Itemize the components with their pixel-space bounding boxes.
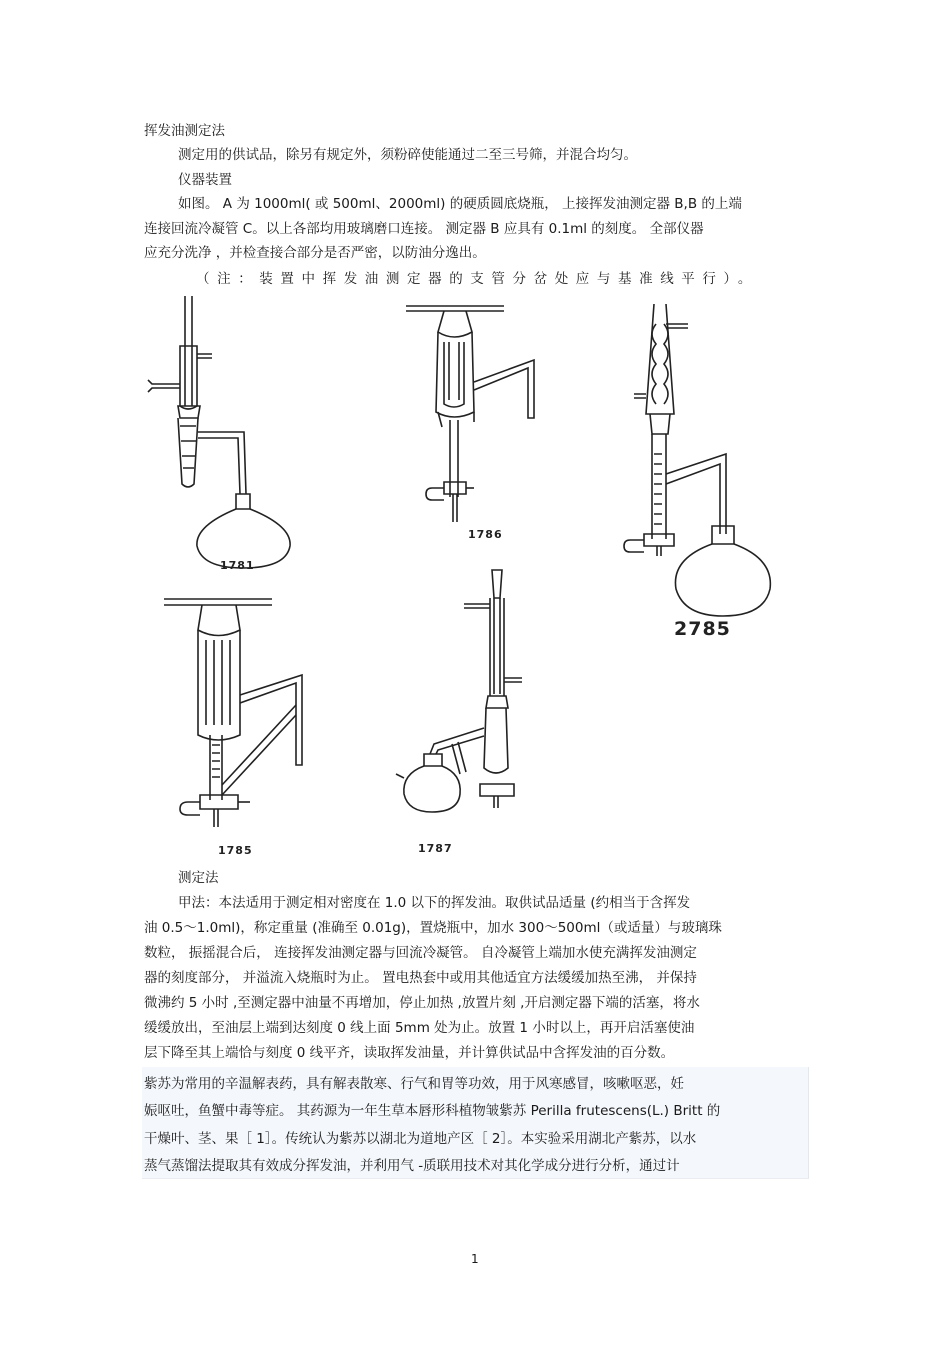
- apparatus-1786-drawing: [404, 302, 544, 532]
- figure-1787: [396, 568, 526, 855]
- figure-label-1786: 1786: [468, 528, 503, 541]
- apparatus-heading: 仪器装置: [178, 172, 232, 188]
- note-line: （注：装置中挥发油测定器的支管分岔处应与基准线平行）。: [196, 271, 759, 287]
- apparatus-2785-drawing: [616, 294, 791, 624]
- figure-2785: [616, 294, 791, 640]
- figure-label-1787: 1787: [418, 842, 453, 855]
- method-line-3: 数粒， 振摇混合后， 连接挥发油测定器与回流冷凝管。 自冷凝管上端加水使充满挥发油测定: [144, 945, 697, 961]
- method-line-1: 甲法：本法适用于测定相对密度在 1.0 以下的挥发油。取供试品适量 (约相当于含挥发: [178, 895, 691, 911]
- figure-label-1781: 1781: [220, 559, 255, 572]
- apparatus-1781-drawing: [140, 296, 270, 571]
- method-line-5: 微沸约 5 小时 ,至测定器中油量不再增加，停止加热 ,放置片刻 ,开启测定器下端的活塞，将水: [144, 995, 700, 1011]
- figure-1785: [160, 595, 310, 857]
- method-line-7: 层下降至其上端恰与刻度 0 线平齐，读取挥发油量，并计算供试品中含挥发油的百分数。: [144, 1045, 675, 1061]
- intro-paragraph: 测定用的供试品，除另有规定外，须粉碎使能通过二至三号筛，并混合均匀。: [178, 147, 637, 163]
- apparatus-1785-drawing: [160, 595, 310, 850]
- apparatus-line-2: 连接回流冷凝管 C。以上各部均用玻璃磨口连接。 测定器 B 应具有 0.1ml 的刻度。 全部仪器: [144, 221, 704, 237]
- method-line-2: 油 0.5～1.0ml)，称定重量 (准确至 0.01g)，置烧瓶中，加水 300～500ml（或适量）与玻璃珠: [144, 920, 722, 936]
- apparatus-1787-drawing: [396, 568, 526, 843]
- perilla-line-3: 干燥叶、茎、果［ 1］。传统认为紫苏以湖北为道地产区［ 2］。本实验采用湖北产紫苏，以水: [144, 1131, 697, 1147]
- apparatus-line-3: 应充分洗净 ，并检查接合部分是否严密，以防油分逸出。: [144, 245, 486, 261]
- method-line-6: 缓缓放出，至油层上端到达刻度 0 线上面 5mm 处为止。放置 1 小时以上，再开启活塞使油: [144, 1020, 695, 1036]
- apparatus-line-1: 如图。 A 为 1000ml( 或 500ml、2000ml) 的硬质圆底烧瓶， 上接挥发油测定器 B,B 的上端: [178, 196, 742, 212]
- page-number: 1: [471, 1252, 479, 1266]
- figure-label-1785: 1785: [218, 844, 253, 857]
- figure-label-2785: 2785: [674, 618, 731, 640]
- method-line-4: 器的刻度部分， 并溢流入烧瓶时为止。 置电热套中或用其他适宜方法缓缓加热至沸， 并保持: [144, 970, 697, 986]
- perilla-line-1: 紫苏为常用的辛温解表药，具有解表散寒、行气和胃等功效，用于风寒感冒，咳嗽呕恶，妊: [144, 1076, 684, 1092]
- doc-title: 挥发油测定法: [144, 123, 225, 139]
- perilla-line-4: 蒸气蒸馏法提取其有效成分挥发油，并利用气 -质联用技术对其化学成分进行分析，通过计: [144, 1158, 680, 1174]
- figure-1781: [140, 296, 270, 571]
- perilla-line-2: 娠呕吐，鱼蟹中毒等症。 其药源为一年生草本唇形科植物皱紫苏 Perilla frutescens(L.) Britt 的: [144, 1103, 721, 1119]
- method-heading: 测定法: [178, 870, 219, 886]
- figure-1786: [404, 302, 544, 541]
